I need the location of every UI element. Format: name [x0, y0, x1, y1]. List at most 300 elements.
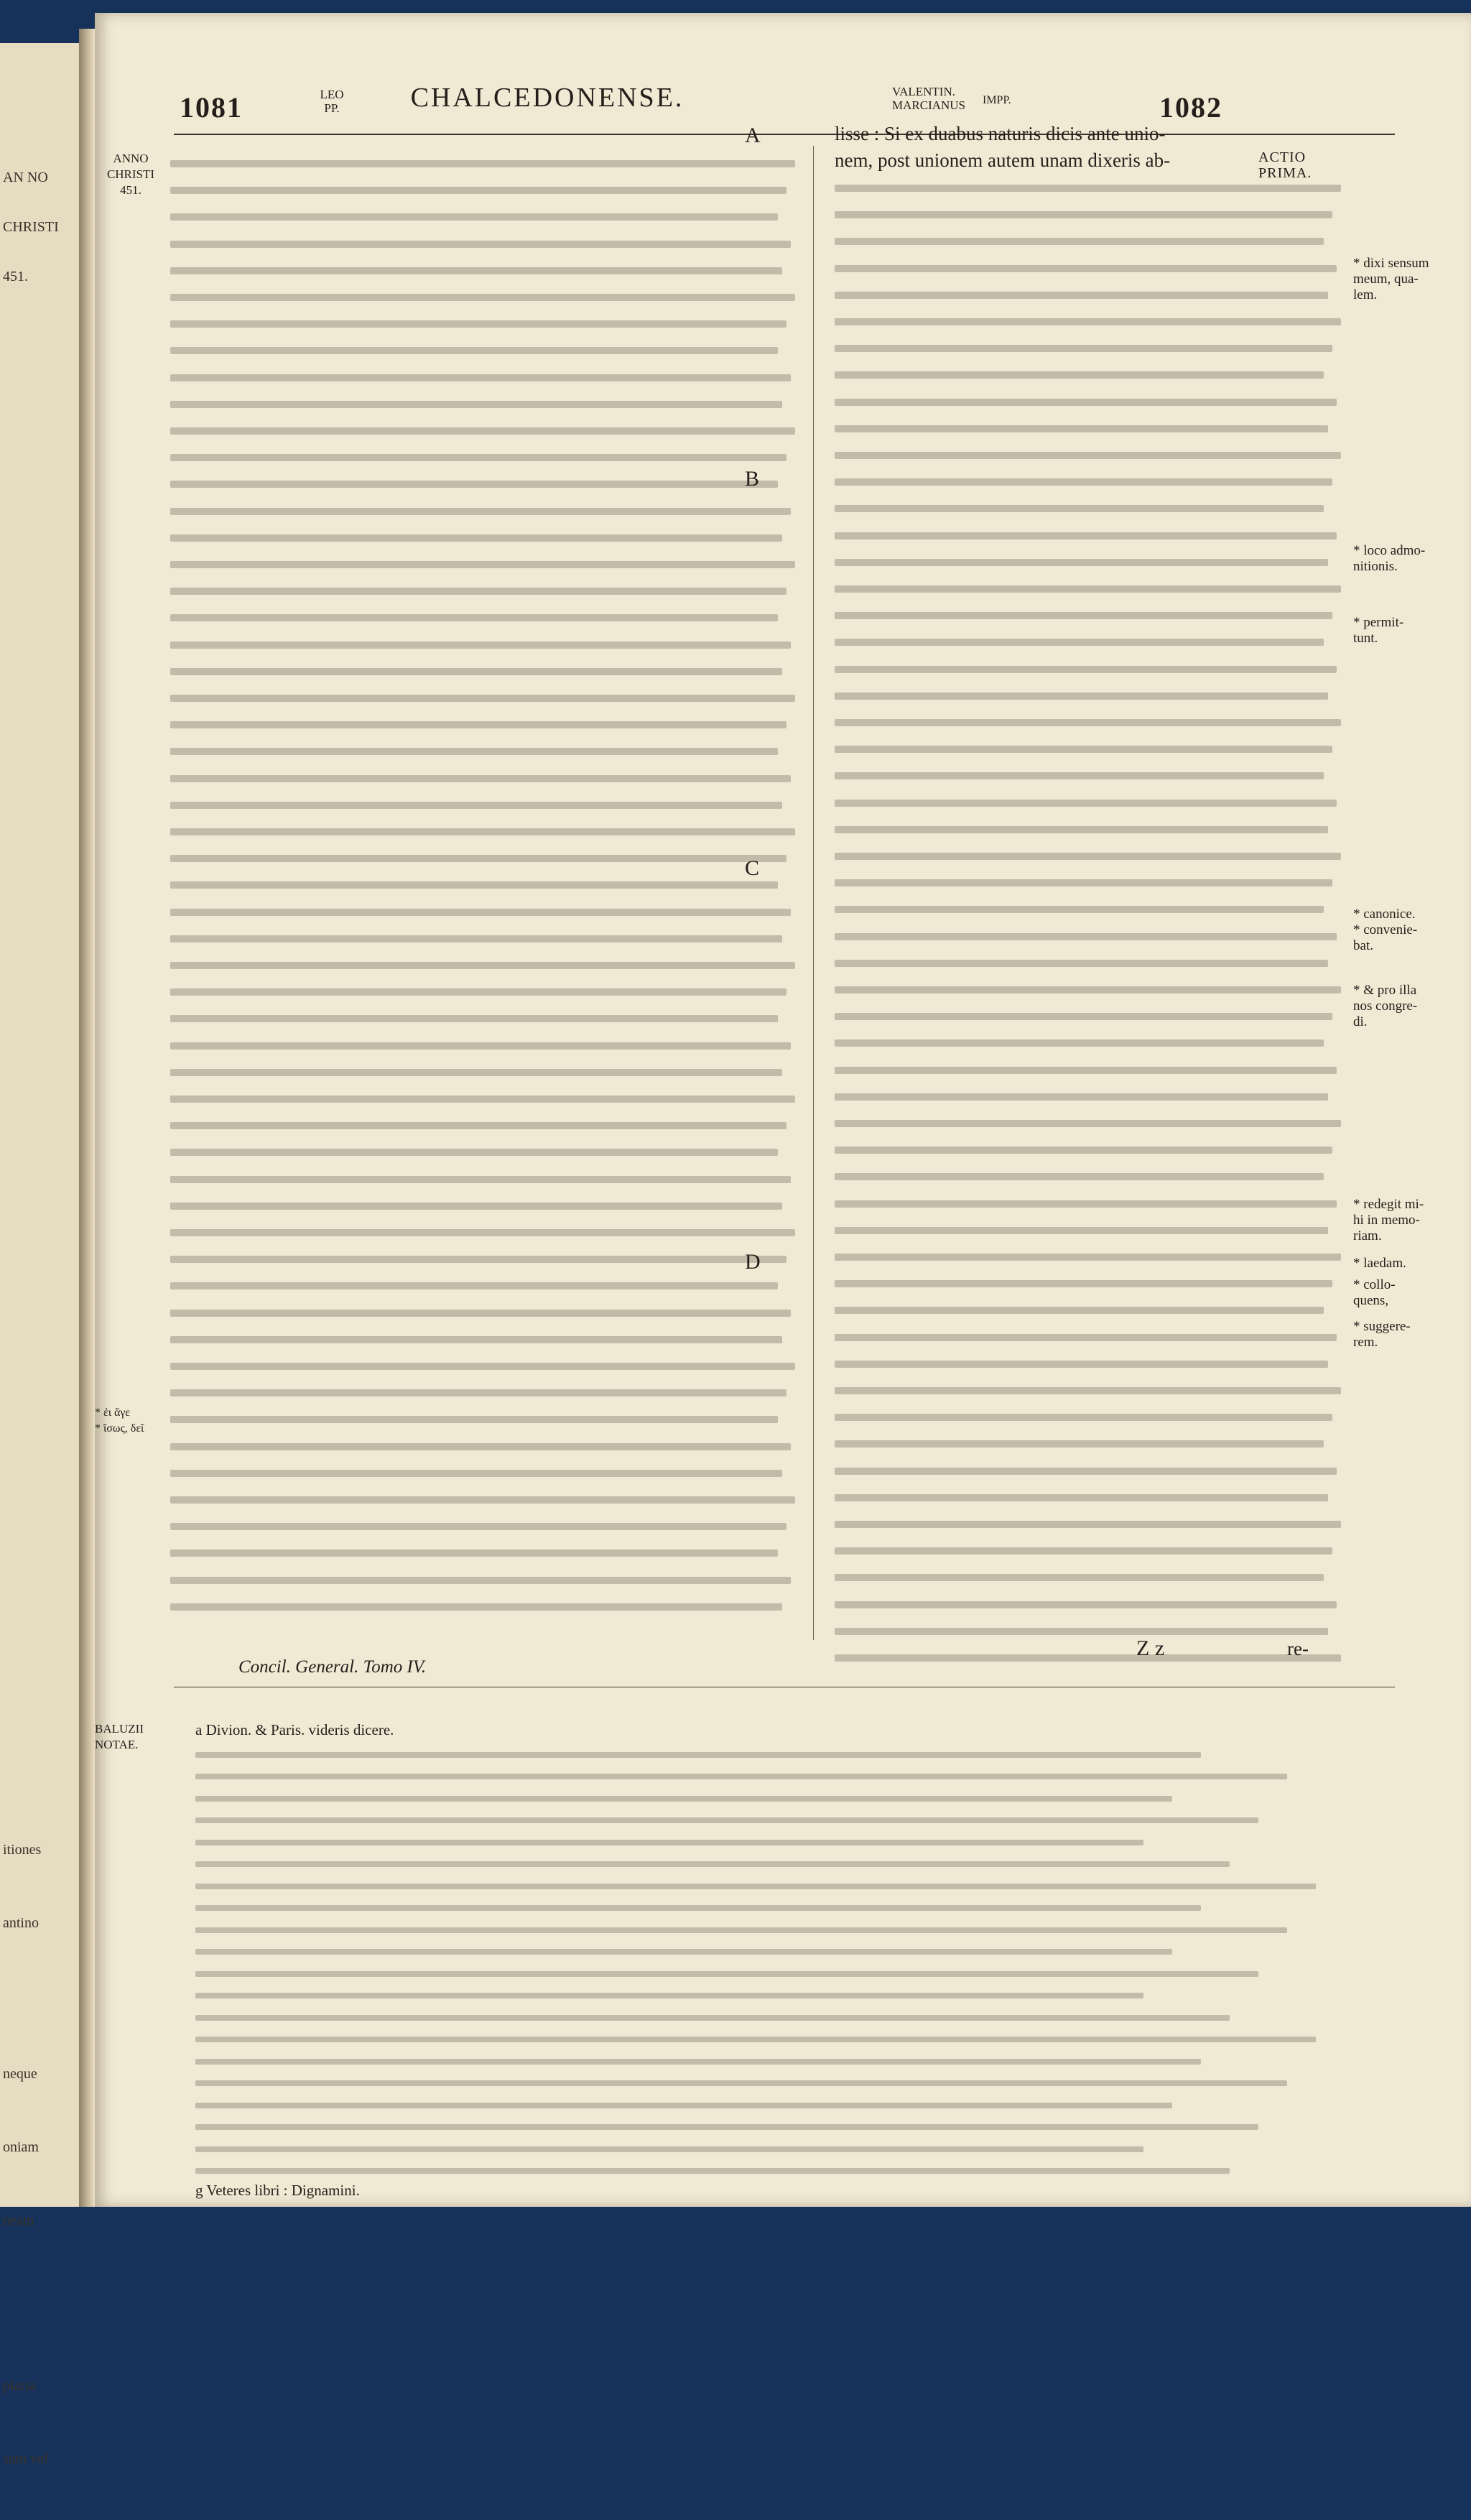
text-line-placeholder [170, 802, 782, 809]
text-line-placeholder [170, 534, 782, 542]
illegible-text-line [170, 390, 806, 417]
margin-note-line: nos congre- [1353, 999, 1418, 1014]
text-line-placeholder [835, 371, 1324, 379]
illegible-text-line [170, 951, 806, 978]
text-line-placeholder [835, 1280, 1332, 1287]
note-line-placeholder [195, 1861, 1230, 1867]
illegible-note-line [195, 1875, 1380, 1896]
text-line-placeholder [835, 1468, 1337, 1475]
text-line-placeholder [170, 588, 786, 595]
signature-line: Concil. General. Tomo IV. [238, 1657, 427, 1677]
text-line-placeholder [170, 988, 786, 996]
illegible-text-line [170, 1111, 806, 1138]
illegible-text-line [835, 468, 1352, 494]
text-line-placeholder [170, 935, 782, 942]
latin-margin-note [1353, 1319, 1461, 1351]
text-line-placeholder [170, 1549, 778, 1557]
text-line-placeholder [835, 746, 1332, 753]
illegible-text-line [170, 844, 806, 871]
section-letter-d: D [745, 1250, 761, 1274]
actio-line: PRIMA. [1258, 165, 1312, 181]
latin-margin-note [1353, 1197, 1461, 1244]
text-line-placeholder [835, 185, 1341, 192]
greek-margin-note: * ἴσως, δεῖ [95, 1422, 144, 1435]
illegible-text-line [835, 976, 1352, 1002]
illegible-text-line [170, 524, 806, 550]
note-line-placeholder [195, 1752, 1201, 1758]
illegible-text-line [170, 336, 806, 363]
illegible-text-line [170, 550, 806, 577]
illegible-note-line [195, 1984, 1380, 2006]
text-line-placeholder [835, 692, 1328, 700]
text-line-placeholder [835, 1067, 1337, 1074]
text-line-placeholder [170, 1470, 782, 1477]
illegible-text-line [170, 631, 806, 657]
illegible-text-line [835, 1269, 1352, 1296]
text-line-placeholder [170, 1149, 778, 1156]
illegible-text-line [835, 1056, 1352, 1083]
prev-note-line: AN NO [3, 170, 48, 185]
illegible-text-line [835, 227, 1352, 254]
latin-margin-note [1353, 615, 1461, 647]
text-line-placeholder [170, 1496, 795, 1504]
text-line-placeholder [835, 1601, 1337, 1608]
note-line-placeholder [195, 2146, 1143, 2152]
illegible-text-line [170, 764, 806, 791]
latin-margin-note [1353, 983, 1461, 1030]
illegible-note-line [195, 1853, 1380, 1874]
note-line: a Divion. & Paris. videris dicere. [195, 1721, 394, 1738]
illegible-text-line [835, 1162, 1352, 1189]
text-line-placeholder [170, 160, 795, 167]
illegible-text-line [170, 737, 806, 764]
text-line-placeholder [170, 1389, 786, 1396]
note-line-placeholder [195, 1840, 1143, 1845]
margin-note-line: * collo- [1353, 1277, 1396, 1292]
text-line-placeholder [835, 1254, 1341, 1261]
signature-mark: Z z [1136, 1636, 1165, 1660]
illegible-text-line [835, 1403, 1352, 1430]
text-line-placeholder [170, 1282, 778, 1289]
illegible-text-line [170, 256, 806, 283]
prev-page-year-note [3, 136, 75, 318]
anno-christi-note [95, 151, 167, 198]
margin-note-line: bat. [1353, 938, 1373, 953]
note-line: g Veteres libri : Dignamini. [195, 2181, 360, 2199]
text-line-placeholder [835, 1387, 1341, 1394]
illegible-text-line [835, 1350, 1352, 1376]
prev-note-line: neam [3, 2213, 34, 2228]
illegible-note-line [195, 2138, 1380, 2159]
text-line-placeholder [170, 1336, 782, 1343]
text-line-placeholder [170, 1203, 782, 1210]
illegible-text-line [835, 1136, 1352, 1162]
text-line-placeholder [170, 641, 791, 649]
margin-note-line: di. [1353, 1014, 1368, 1029]
note-line-placeholder [195, 2080, 1287, 2086]
illegible-text-line [170, 203, 806, 229]
text-line-placeholder [170, 561, 795, 568]
notes-label [95, 1721, 174, 1753]
illegible-text-line [835, 1323, 1352, 1350]
text-line-placeholder [835, 452, 1341, 459]
prev-note-line: itiones [3, 1842, 42, 1858]
notes-label-line: BALUZII [95, 1722, 144, 1736]
text-line-placeholder [835, 1146, 1332, 1154]
text-line-placeholder [170, 695, 795, 702]
note-line-placeholder [195, 2103, 1172, 2108]
text-line-placeholder [835, 612, 1332, 619]
illegible-text-line [170, 603, 806, 630]
illegible-text-line [170, 497, 806, 524]
text-line-placeholder [170, 187, 786, 194]
illegible-text-line [835, 1083, 1352, 1109]
latin-text-column [835, 121, 1352, 1629]
text-line-placeholder [170, 909, 791, 916]
note-line-placeholder [195, 1905, 1201, 1911]
illegible-text-line [835, 1617, 1352, 1644]
illegible-text-line [170, 1486, 806, 1512]
running-title: CHALCEDONENSE. [410, 83, 685, 113]
illegible-text-line [835, 254, 1352, 281]
latin-margin-note [1353, 1256, 1461, 1271]
latin-margin-note [1353, 1277, 1461, 1309]
margin-note-line: * canonice. [1353, 907, 1416, 922]
text-line-placeholder [170, 213, 778, 221]
anno-line: ANNO [113, 152, 149, 165]
illegible-text-line [835, 307, 1352, 334]
margin-note-line: lem. [1353, 287, 1378, 302]
illegible-text-line [170, 1405, 806, 1432]
text-line-placeholder [170, 1443, 791, 1450]
text-line-placeholder [835, 318, 1341, 325]
section-letter-a: A [745, 124, 761, 147]
illegible-note-line [195, 1743, 1380, 1765]
text-line-placeholder [835, 1414, 1332, 1421]
illegible-text-line [835, 868, 1352, 895]
illegible-text-line [835, 1190, 1352, 1216]
text-line-placeholder [170, 1015, 778, 1022]
prev-note-line: neque [3, 2066, 37, 2082]
text-line-placeholder [170, 374, 791, 381]
illegible-text-line [835, 388, 1352, 414]
previous-page-edge [0, 43, 79, 2467]
anno-line: 451. [120, 183, 141, 197]
illegible-text-line [835, 334, 1352, 361]
text-line-placeholder [170, 1176, 791, 1183]
illegible-note-line [195, 2050, 1380, 2072]
text-line-placeholder [170, 775, 791, 782]
illegible-text-line [170, 1165, 806, 1192]
margin-note-line: rem. [1353, 1335, 1378, 1350]
illegible-text-line [170, 657, 806, 684]
margin-note-line: riam. [1353, 1228, 1382, 1243]
illegible-text-line [835, 494, 1352, 521]
text-line-placeholder [835, 960, 1328, 967]
text-line-placeholder [170, 881, 778, 889]
illegible-text-line [170, 1299, 806, 1325]
illegible-text-line [170, 710, 806, 737]
illegible-text-line [170, 925, 806, 951]
text-line-placeholder [170, 1603, 782, 1611]
text-line-placeholder [835, 906, 1324, 913]
illegible-text-line [835, 1296, 1352, 1322]
illegible-text-line [835, 815, 1352, 842]
illegible-text-line [170, 176, 806, 203]
text-line-placeholder [835, 1173, 1324, 1180]
text-line-placeholder [835, 879, 1332, 886]
illegible-note-line [195, 2116, 1380, 2137]
text-line-placeholder [170, 508, 791, 515]
illegible-text-line [170, 1192, 806, 1218]
text-line-placeholder [835, 639, 1324, 646]
illegible-text-line [835, 1644, 1352, 1670]
text-line-placeholder [835, 666, 1337, 673]
illegible-text-line [835, 735, 1352, 761]
illegible-text-line [170, 283, 806, 310]
note-line-placeholder [195, 1993, 1143, 1998]
illegible-note-line [195, 2159, 1380, 2181]
illegible-text-line [170, 1459, 806, 1486]
illegible-text-line [170, 470, 806, 496]
text-line-placeholder [835, 265, 1337, 272]
text-line-placeholder [170, 962, 795, 969]
margin-note-line: hi in memo- [1353, 1213, 1420, 1228]
text-line-placeholder [835, 345, 1332, 352]
text-line-placeholder [170, 828, 795, 835]
illegible-note-line [195, 2094, 1380, 2116]
illegible-text-line [170, 1085, 806, 1111]
text-line-placeholder [170, 1229, 795, 1236]
illegible-text-line [835, 628, 1352, 654]
header-right-small [892, 85, 965, 112]
text-line-placeholder [170, 1310, 791, 1317]
note-line-placeholder [195, 1927, 1287, 1933]
illegible-note-line [195, 1809, 1380, 1830]
illegible-text-line [835, 1002, 1352, 1029]
illegible-text-line [170, 1432, 806, 1459]
illegible-text-line [835, 949, 1352, 976]
illegible-text-line [835, 281, 1352, 307]
text-line-placeholder [170, 294, 795, 301]
header-small-line: VALENTIN. [892, 85, 955, 98]
text-line: nem, post unionem autem unam dixeris ab- [835, 149, 1171, 171]
note-line-placeholder [195, 2015, 1230, 2021]
header-small-line: MARCIANUS [892, 98, 966, 112]
prev-note-line: oniam [3, 2139, 39, 2155]
section-letter-c: C [745, 856, 760, 880]
anno-line: CHRISTI [106, 167, 155, 181]
book-page [95, 13, 1471, 2207]
illegible-text-line [835, 1483, 1352, 1510]
actio-line: ACTIO [1258, 149, 1307, 165]
note-line-placeholder [195, 1949, 1172, 1955]
illegible-text-line [835, 575, 1352, 601]
text-line-placeholder [835, 1440, 1324, 1447]
illegible-text-line [170, 363, 806, 390]
illegible-text-line [170, 443, 806, 470]
text-line-placeholder [835, 1093, 1328, 1101]
margin-note-line: tunt. [1353, 631, 1378, 646]
text-line-placeholder [835, 772, 1324, 779]
header-small-line: LEO [320, 88, 344, 101]
latin-margin-note [1353, 256, 1461, 303]
illegible-text-line [170, 1379, 806, 1405]
illegible-text-line [170, 1138, 806, 1164]
text-line-placeholder [835, 425, 1328, 432]
latin-margin-note [1353, 907, 1461, 954]
illegible-text-line [835, 1457, 1352, 1483]
text-line-placeholder [835, 1200, 1337, 1208]
margin-note-line: quens, [1353, 1293, 1389, 1308]
text-line-placeholder [835, 933, 1337, 940]
illegible-text-line [835, 895, 1352, 922]
margin-note-line: nitionis. [1353, 559, 1398, 574]
illegible-text-line [170, 1566, 806, 1593]
illegible-text-line [835, 761, 1352, 788]
text-line-placeholder [835, 719, 1341, 726]
illegible-text-line [835, 682, 1352, 708]
text-line-placeholder [170, 320, 786, 328]
text-line-placeholder [835, 532, 1337, 539]
note-line-placeholder [195, 1971, 1258, 1977]
illegible-text-line [170, 310, 806, 336]
illegible-note-line [195, 1787, 1380, 1809]
illegible-text-line [170, 684, 806, 710]
text-line-placeholder [170, 614, 778, 621]
prev-note-line: antino [3, 1915, 39, 1931]
illegible-text-line [170, 817, 806, 844]
latin-margin-note [1353, 543, 1461, 575]
illegible-text-line [170, 1352, 806, 1379]
text-line-placeholder [835, 1334, 1337, 1341]
illegible-text-line [835, 1590, 1352, 1617]
illegible-text-line [835, 414, 1352, 441]
text-line-placeholder [835, 399, 1337, 406]
greek-margin-notes [95, 1405, 167, 1437]
text-line-placeholder [835, 585, 1341, 593]
text-line-placeholder [835, 1654, 1341, 1662]
text-line-placeholder [835, 1574, 1324, 1581]
illegible-text-line [170, 1593, 806, 1619]
illegible-text-line [835, 1029, 1352, 1055]
text-line-placeholder [835, 1547, 1332, 1555]
illegible-text-line [170, 1032, 806, 1058]
text-line-placeholder [835, 1039, 1324, 1047]
note-line-placeholder [195, 1884, 1316, 1889]
margin-note-line: * laedam. [1353, 1256, 1406, 1271]
text-line-placeholder [835, 826, 1328, 833]
text-line-placeholder [835, 800, 1337, 807]
illegible-text-line [835, 601, 1352, 628]
text-line-placeholder [170, 401, 782, 408]
text-line-placeholder [835, 853, 1341, 860]
illegible-text-line [835, 1510, 1352, 1537]
prev-note-line: 451. [3, 269, 28, 284]
illegible-text-line [835, 708, 1352, 735]
note-line-placeholder [195, 1817, 1258, 1823]
margin-note-line: * redegit mi- [1353, 1197, 1424, 1212]
greek-text-column [170, 149, 806, 1622]
text-line-placeholder [835, 1521, 1341, 1528]
text-line-placeholder [170, 427, 795, 435]
text-line-placeholder [835, 986, 1341, 993]
header-impp: IMPP. [983, 94, 1011, 106]
text-line-placeholder [835, 505, 1324, 512]
margin-note-line: * & pro illa [1353, 983, 1417, 998]
margin-note-line: meum, qua- [1353, 272, 1419, 287]
greek-margin-note: * ἐι ἄγε [95, 1407, 130, 1419]
notes-label-line: NOTAE. [95, 1738, 139, 1751]
illegible-text-line [835, 1243, 1352, 1269]
prev-page-notes-edge [3, 1789, 75, 2520]
illegible-note-line [195, 1765, 1380, 1787]
text-line-placeholder [835, 292, 1328, 299]
illegible-note-line [195, 1919, 1380, 1940]
illegible-text-line [170, 791, 806, 817]
prev-note-line: plaria [3, 2378, 36, 2394]
illegible-text-line [835, 1109, 1352, 1136]
text-line-placeholder [170, 347, 778, 354]
illegible-text-line [835, 361, 1352, 387]
text-line-placeholder [170, 1416, 778, 1423]
text-line-placeholder [835, 1307, 1324, 1314]
illegible-note-line [195, 1940, 1380, 1962]
illegible-text-line [170, 871, 806, 897]
margin-note-line: * loco admo- [1353, 543, 1426, 558]
illegible-note-line [195, 1963, 1380, 1984]
margin-note-line: * dixi sensum [1353, 256, 1429, 271]
note-line-placeholder [195, 2168, 1230, 2174]
note-line-placeholder [195, 2124, 1258, 2130]
illegible-text-line [170, 1245, 806, 1271]
text-line-placeholder [170, 748, 778, 755]
illegible-text-line [170, 577, 806, 603]
text-line-placeholder [835, 478, 1332, 486]
text-line: lisse : Si ex duabus naturis dicis ante unio- [835, 123, 1166, 144]
illegible-text-line [170, 898, 806, 925]
prev-note-line: CHRISTI [3, 219, 59, 235]
note-line-placeholder [195, 2037, 1316, 2042]
illegible-text-line [170, 230, 806, 256]
text-line-placeholder [835, 1628, 1328, 1635]
text-line-placeholder [170, 721, 786, 728]
illegible-note-line [195, 1896, 1380, 1918]
illegible-text-line [170, 1271, 806, 1298]
left-page-number: 1081 [180, 91, 243, 124]
illegible-text-line [170, 1539, 806, 1565]
text-line-placeholder [170, 668, 782, 675]
illegible-note-line [195, 1831, 1380, 1853]
text-line-placeholder [170, 1363, 795, 1370]
column-divider [813, 146, 814, 1640]
illegible-text-line [170, 1512, 806, 1539]
book-gutter [79, 29, 95, 2207]
actio-note [1258, 149, 1312, 181]
illegible-text-line [170, 1325, 806, 1352]
text-line-placeholder [835, 211, 1332, 218]
text-line-placeholder [170, 855, 786, 862]
illegible-text-line [835, 789, 1352, 815]
text-line-placeholder [170, 1042, 791, 1050]
illegible-text-line [170, 1058, 806, 1085]
margin-note-line: * suggere- [1353, 1319, 1411, 1334]
illegible-text-line [170, 1218, 806, 1245]
header-small-line: PP. [324, 101, 340, 115]
illegible-text-line [835, 1563, 1352, 1590]
text-line-placeholder [170, 454, 786, 461]
section-letter-b: B [745, 467, 760, 491]
